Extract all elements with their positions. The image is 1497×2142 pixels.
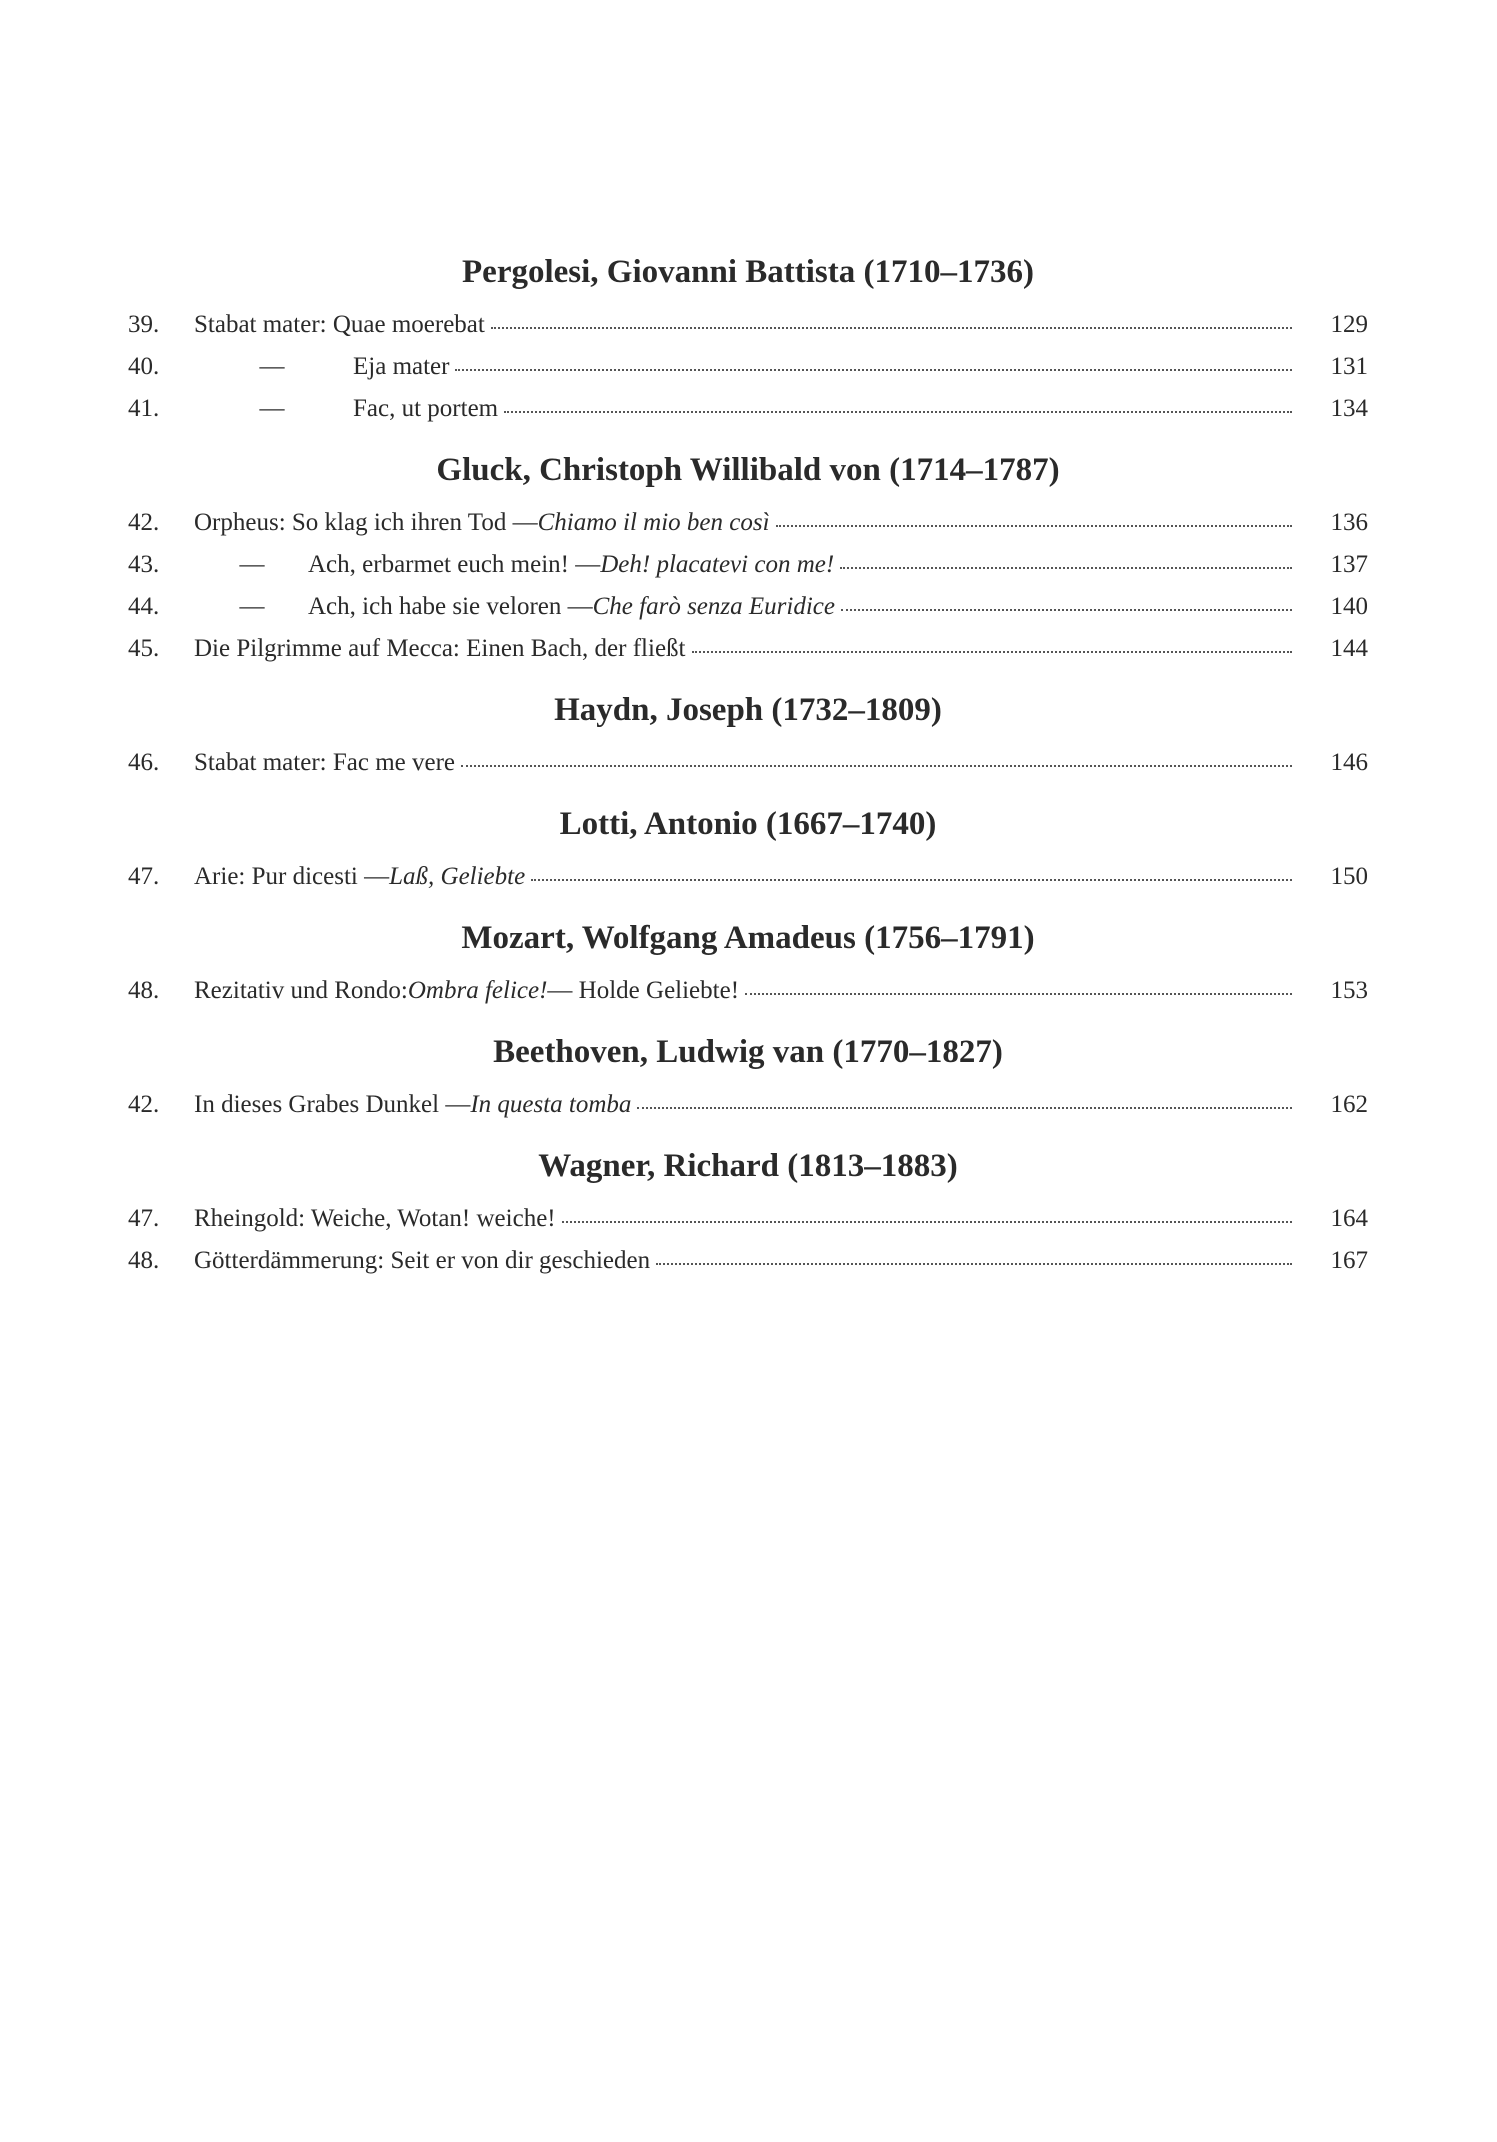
entry-number: 48. — [128, 1247, 160, 1274]
dot-leader — [637, 1106, 1292, 1109]
entry-number: 42. — [128, 509, 160, 536]
entry-page-number: 137 — [1330, 551, 1368, 578]
entry-title: Ach, ich habe sie veloren — — [308, 593, 593, 620]
toc-entry[interactable] — [128, 742, 1368, 784]
entry-page-number: 131 — [1330, 353, 1368, 380]
toc-entry[interactable] — [128, 1198, 1368, 1240]
toc-entry[interactable] — [128, 544, 1368, 586]
dot-leader — [562, 1220, 1292, 1223]
entry-page-number: 162 — [1330, 1091, 1368, 1118]
entry-number: 40. — [128, 353, 160, 380]
entry-title: Rezitativ und Rondo: — [194, 977, 408, 1004]
composer-section — [128, 690, 1368, 784]
composer-heading: Gluck, Christoph Willibald von (1714–1787) — [436, 452, 1060, 488]
entry-number: 41. — [128, 395, 160, 422]
toc-entry[interactable] — [128, 304, 1368, 346]
table-of-contents — [128, 252, 1368, 1302]
dot-leader — [461, 764, 1292, 767]
composer-section — [128, 804, 1368, 898]
composer-heading: Lotti, Antonio (1667–1740) — [559, 806, 937, 842]
toc-entry[interactable] — [128, 1240, 1368, 1282]
ditto-dash: — — [239, 593, 265, 620]
entry-page-number: 167 — [1330, 1247, 1368, 1274]
entry-title-italian: Chiamo il mio ben così — [537, 509, 770, 536]
dot-leader — [745, 992, 1292, 995]
entry-number: 45. — [128, 635, 160, 662]
entry-page-number: 134 — [1330, 395, 1368, 422]
toc-entry[interactable] — [128, 346, 1368, 388]
entry-number: 47. — [128, 1205, 160, 1232]
dot-leader — [491, 326, 1292, 329]
entry-page-number: 136 — [1330, 509, 1368, 536]
entry-title: Orpheus: So klag ich ihren Tod — — [194, 509, 538, 536]
entry-title-italian: Deh! placatevi con me! — [600, 551, 835, 578]
toc-entry[interactable] — [128, 970, 1368, 1012]
entry-page-number: 129 — [1330, 311, 1368, 338]
entry-title-german: Laß, Geliebte — [389, 863, 526, 890]
entry-title: Götterdämmerung: Seit er von dir geschieden — [194, 1247, 651, 1274]
entry-title: Ach, erbarmet euch mein! — — [308, 551, 601, 578]
ditto-dash: — — [259, 353, 285, 380]
toc-entry[interactable] — [128, 628, 1368, 670]
toc-entry[interactable] — [128, 502, 1368, 544]
entry-title: Eja mater — [353, 353, 450, 380]
entry-page-number: 144 — [1330, 635, 1368, 662]
entry-title-italian: Ombra felice! — [407, 977, 548, 1004]
toc-entry[interactable] — [128, 586, 1368, 628]
entry-page-number: 150 — [1330, 863, 1368, 890]
entry-title: Stabat mater: Quae moerebat — [194, 311, 485, 338]
composer-section — [128, 252, 1368, 430]
entry-title-italian: Che farò senza Euridice — [592, 593, 835, 620]
composer-section — [128, 450, 1368, 670]
entry-title-german: — Holde Geliebte! — [547, 977, 740, 1004]
dot-leader — [776, 524, 1292, 527]
composer-section — [128, 1146, 1368, 1282]
toc-entry[interactable] — [128, 856, 1368, 898]
entry-page-number: 164 — [1330, 1205, 1368, 1232]
dot-leader — [692, 650, 1293, 653]
composer-heading: Wagner, Richard (1813–1883) — [538, 1148, 958, 1184]
entry-title: Fac, ut portem — [353, 395, 499, 422]
entry-title: Rheingold: Weiche, Wotan! weiche! — [194, 1205, 556, 1232]
entry-title: In dieses Grabes Dunkel — — [194, 1091, 471, 1118]
ditto-dash: — — [259, 395, 285, 422]
entry-title: Stabat mater: Fac me vere — [194, 749, 455, 776]
entry-number: 46. — [128, 749, 160, 776]
toc-entry[interactable] — [128, 1084, 1368, 1126]
entry-title: Die Pilgrimme auf Mecca: Einen Bach, der fließt — [194, 635, 686, 662]
entry-page-number: 140 — [1330, 593, 1368, 620]
entry-title: Arie: Pur dicesti — — [194, 863, 390, 890]
entry-number: 42. — [128, 1091, 160, 1118]
composer-heading: Haydn, Joseph (1732–1809) — [554, 692, 942, 728]
entry-number: 43. — [128, 551, 160, 578]
dot-leader — [841, 608, 1292, 611]
composer-section — [128, 1032, 1368, 1126]
dot-leader — [656, 1262, 1292, 1265]
entry-number: 47. — [128, 863, 160, 890]
ditto-dash: — — [239, 551, 265, 578]
dot-leader — [455, 368, 1292, 371]
composer-heading: Pergolesi, Giovanni Battista (1710–1736) — [462, 254, 1034, 290]
entry-page-number: 146 — [1330, 749, 1368, 776]
composer-heading: Mozart, Wolfgang Amadeus (1756–1791) — [461, 920, 1035, 956]
entry-title-italian: In questa tomba — [470, 1091, 632, 1118]
dot-leader — [840, 566, 1292, 569]
entry-number: 44. — [128, 593, 160, 620]
toc-entry[interactable] — [128, 388, 1368, 430]
dot-leader — [504, 410, 1292, 413]
composer-heading: Beethoven, Ludwig van (1770–1827) — [493, 1034, 1003, 1070]
dot-leader — [531, 878, 1292, 881]
entry-number: 48. — [128, 977, 160, 1004]
entry-number: 39. — [128, 311, 160, 338]
entry-page-number: 153 — [1330, 977, 1368, 1004]
composer-section — [128, 918, 1368, 1012]
